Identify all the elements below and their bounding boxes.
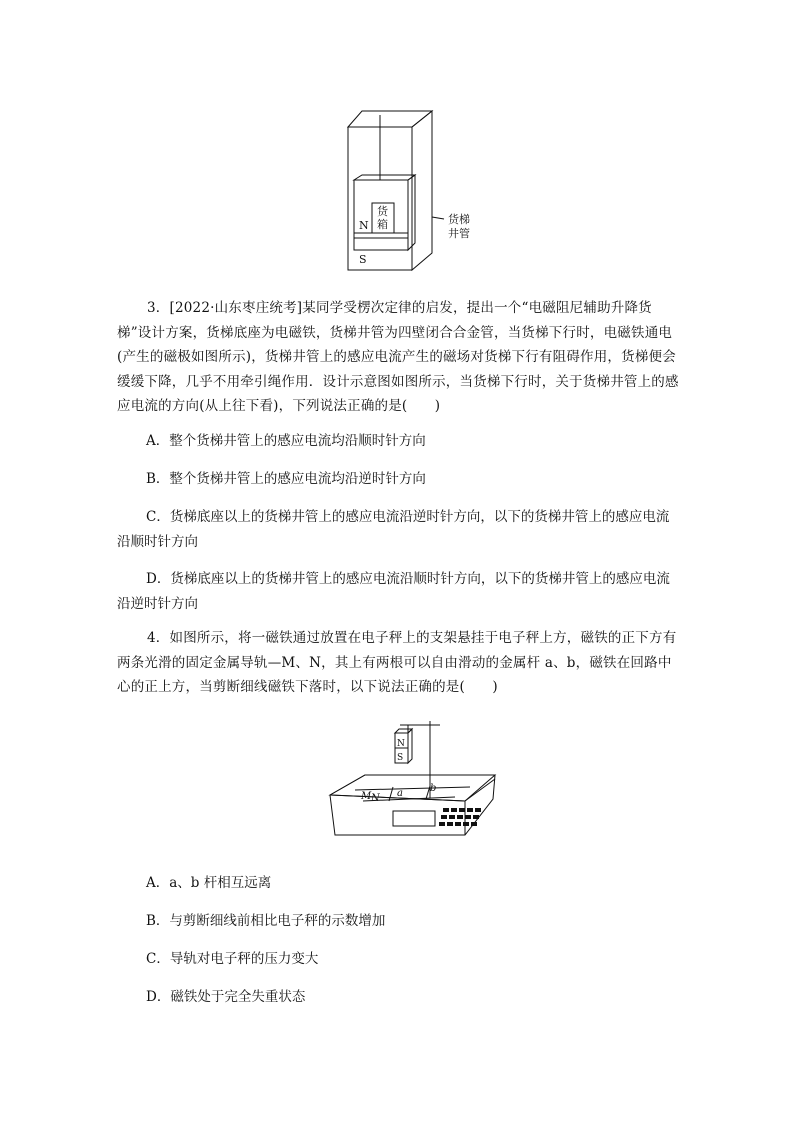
cargo-label-1: 货 bbox=[377, 205, 388, 218]
elevator-shaft-figure bbox=[340, 105, 490, 275]
pole-n-label: N bbox=[359, 219, 369, 232]
question-3-option-b: B．整个货梯井管上的感应电流均沿逆时针方向 bbox=[146, 471, 426, 487]
shaft-top bbox=[348, 111, 432, 127]
question-3-option-a: A．整个货梯井管上的感应电流均沿顺时针方向 bbox=[146, 433, 426, 449]
rod-a-label: a bbox=[397, 788, 403, 799]
rail-m-label: M bbox=[361, 791, 372, 802]
question-4-stem: 4．如图所示，将一磁铁通过放置在电子秤上的支架悬挂于电子秤上方，磁铁的正下方有两条光滑的固定金属导轨—M、N，其上有两根可以自由滑动的金属杆 a、b，磁铁在回路中心的正上方，当剪断细线磁铁下落时，以下说法正确的是( ) bbox=[117, 630, 677, 695]
question-4-option-c: C．导轨对电子秤的压力变大 bbox=[146, 951, 319, 967]
scale-display bbox=[393, 811, 435, 826]
pole-s-label: S bbox=[359, 253, 367, 266]
magnet-n-label: N bbox=[397, 739, 405, 749]
electronic-scale-figure bbox=[325, 713, 505, 845]
question-3-stem: 3．[2022·山东枣庄统考]某同学受楞次定律的启发，提出一个“电磁阻尼辅助升降货梯”设计方案，货梯底座为电磁铁，货梯井管为四壁闭合合金管，当货梯下行时，电磁铁通电(产生的磁极如图所示)，货梯井管上的感应电流产生的磁场对货梯下行有阻碍作用，货梯便会缓缓下降，几乎不用牵引绳作用．设计示意图如图所示，当货梯下行时，关于货梯井管上的感应电流的方向(从上往下看)，下列说法正确的是( ) bbox=[117, 300, 679, 414]
rail-m bbox=[355, 787, 470, 790]
question-3-option-c: C．货梯底座以上的货梯井管上的感应电流沿逆时针方向，以下的货梯井管上的感应电流沿顺时针方向 bbox=[117, 509, 670, 550]
shaft-label-2: 井管 bbox=[448, 227, 470, 240]
keypad bbox=[439, 808, 481, 826]
electromagnet-base bbox=[354, 233, 408, 250]
cargo-label-2: 箱 bbox=[377, 218, 388, 231]
question-3-option-d: D．货梯底座以上的货梯井管上的感应电流沿顺时针方向，以下的货梯井管上的感应电流沿逆时针方向 bbox=[117, 571, 670, 612]
magnet-s-label: S bbox=[397, 753, 404, 763]
rod-b-label: b bbox=[430, 783, 437, 794]
rail-n-label: N bbox=[371, 793, 380, 804]
question-4-option-d: D．磁铁处于完全失重状态 bbox=[146, 989, 306, 1005]
question-4-option-a: A．a、b 杆相互远离 bbox=[146, 875, 272, 891]
shaft-label-1: 货梯 bbox=[448, 213, 470, 226]
question-4-option-b: B．与剪断细线前相比电子秤的示数增加 bbox=[146, 913, 386, 929]
